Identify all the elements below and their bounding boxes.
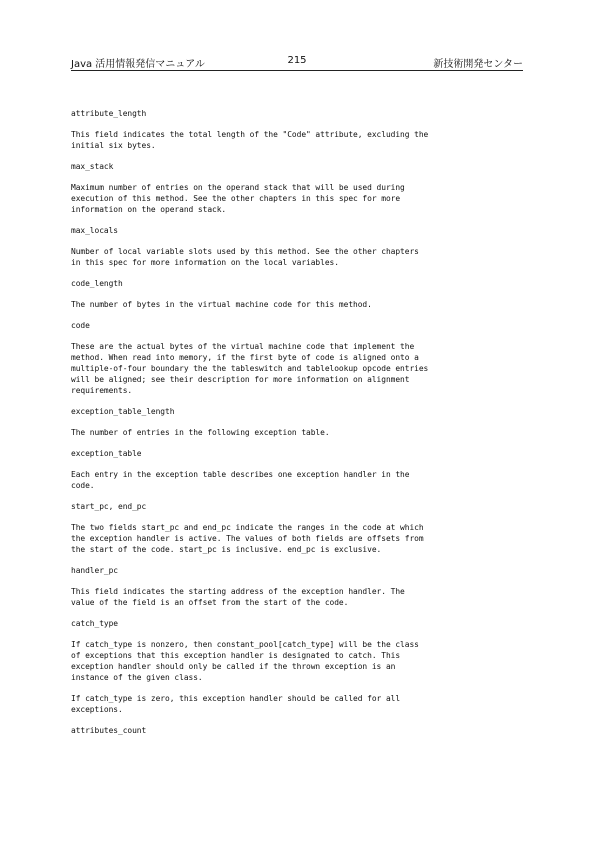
field-description: This field indicates the starting address of the exception handler. The value of the field is an offset from the start of the code. <box>71 587 405 607</box>
header-organization: 新技術開発センター <box>433 59 523 70</box>
field-description: If catch_type is zero, this exception handler should be called for all exceptions. <box>71 694 401 714</box>
field-name: attributes_count <box>71 726 147 735</box>
field-name: start_pc, end_pc <box>71 502 147 511</box>
page-number: 215 <box>287 55 307 66</box>
field-description: The number of bytes in the virtual machine code for this method. <box>71 300 372 309</box>
field-description: The number of entries in the following exception table. <box>71 428 330 437</box>
field-description: Maximum number of entries on the operand stack that will be used during execution of this method. See the other chapters in this spec for more information on the operand stack. <box>71 183 405 214</box>
field-name: catch_type <box>71 619 119 628</box>
field-description: These are the actual bytes of the virtual machine code that implement the method. When read into memory, if the first byte of code is aligned onto a multiple-of-four boundary the the tableswitch and tablelookup opcode entries will be aligned; see their description for more information on alignment requirements. <box>71 342 429 395</box>
field-name: attribute_length <box>71 109 147 118</box>
field-description: If catch_type is nonzero, then constant_pool[catch_type] will be the class of exceptions that this exception handler is designated to catch. This exception handler should only be called if the thrown exception is an instance of the given class. <box>71 640 419 682</box>
field-name: max_stack <box>71 162 114 171</box>
field-description: Each entry in the exception table describes one exception handler in the code. <box>71 470 410 490</box>
header-title: Java 活用情報発信マニュアル <box>71 59 205 70</box>
field-name: code_length <box>71 279 123 288</box>
field-description: Number of local variable slots used by this method. See the other chapters in this spec for more information on the local variables. <box>71 247 419 267</box>
field-description: This field indicates the total length of the "Code" attribute, excluding the initial six bytes. <box>71 130 429 150</box>
field-name: code <box>71 321 90 330</box>
page-header <box>71 54 523 71</box>
field-name: max_locals <box>71 226 119 235</box>
field-description: The two fields start_pc and end_pc indicate the ranges in the code at which the exception handler is active. The values of both fields are offsets from the start of the code. start_pc is inclusive. end_pc is exclusive. <box>71 523 424 554</box>
document-body <box>71 108 541 746</box>
field-name: handler_pc <box>71 566 119 575</box>
field-name: exception_table_length <box>71 407 175 416</box>
field-name: exception_table <box>71 449 142 458</box>
